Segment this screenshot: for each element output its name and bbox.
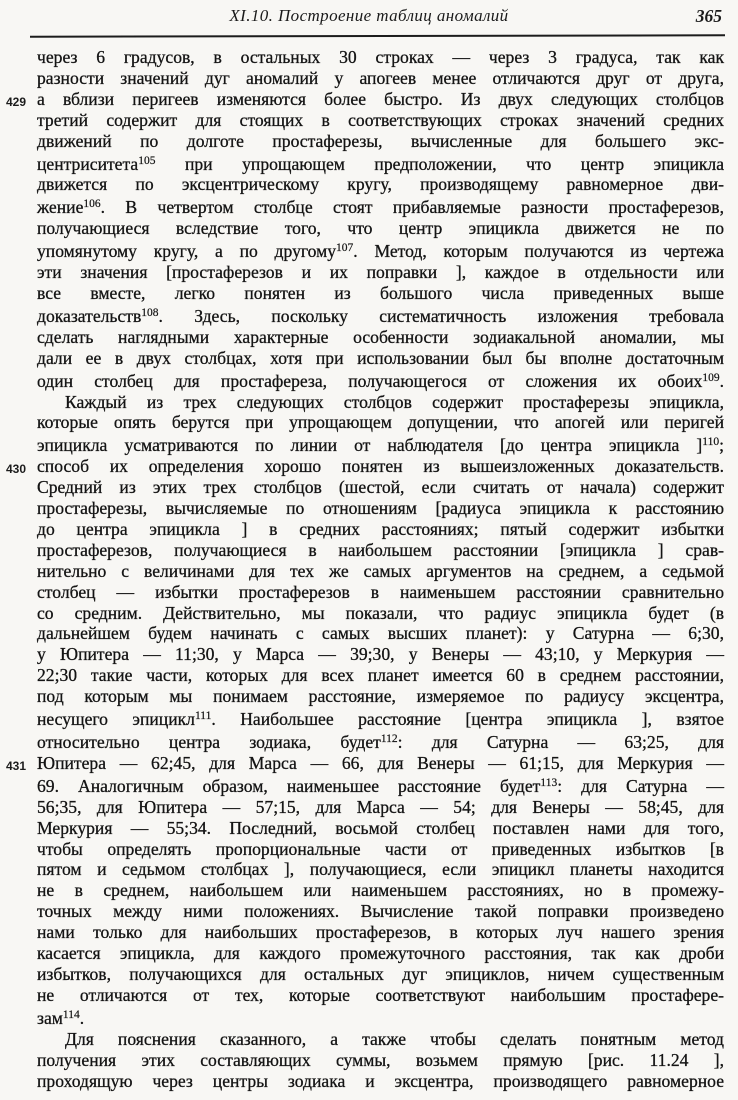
page-body <box>6 47 724 1091</box>
page-number: 365 <box>695 6 722 26</box>
footnote-ref: 114 <box>62 1008 80 1021</box>
text-line: под которым мы понимаем расстояние, измеряемое по радиусу эксцентра, <box>37 686 724 707</box>
margin-line-number: 429 <box>6 94 27 109</box>
header-rule <box>30 34 725 37</box>
text-line: относительно центра зодиака, будет$^{112}$: для Сатурна — 63;25, для <box>37 732 724 752</box>
text-line: а вблизи перигеев изменяются более быстро. Из двух следующих столбцов 429 <box>37 89 724 110</box>
text-line: разности значений дуг аномалий у апогеев менее отличаются друг от друга, <box>37 67 724 88</box>
running-header <box>0 6 738 32</box>
footnote-ref: 110 <box>702 436 720 449</box>
footnote-ref: 108 <box>141 306 159 319</box>
text-line: эпицикла усматриваются по линии от наблюдателя [до центра эпицикла ]$^{110}$; <box>37 435 724 456</box>
text-line: до центра эпицикла ] в средних расстояниях; пятый содержит избытки <box>37 518 724 539</box>
margin-line-number: 430 <box>6 462 27 477</box>
text-line: упомянутому кругу, а по другому$^{107}$. Метод, которым получаются из чертежа <box>37 241 724 262</box>
text-line: простаферезы, вычисляемые по отношениям [радиуса эпицикла к расстоянию <box>37 498 724 519</box>
text-line: пятом и седьмом столбцах ], получающиеся, если эпицикл планеты находится <box>37 859 724 880</box>
text-line: проходящую через центры зодиака и эксцентра, производящего равномерное <box>37 1070 724 1091</box>
running-header-title: XI.10. Построение таблиц аномалий <box>229 6 509 25</box>
footnote-ref: 111 <box>194 710 212 723</box>
text-line: несущего эпицикл$^{111}$. Наибольшее расстояние [центра эпицикла ], взятое <box>37 709 724 730</box>
text-line: зам$^{114}$. <box>37 1007 85 1028</box>
text-line: через 6 градусов, в остальных 30 строках — через 3 градуса, так как <box>37 47 724 67</box>
text-line: доказательств$^{108}$. Здесь, поскольку систематичность изложения требовала <box>37 305 724 326</box>
text-line: Для пояснения сказанного, а также чтобы сделать понятным метод <box>65 1028 724 1049</box>
text-line: эти значения [простаферезов и их поправки ], каждое в отдельности или <box>37 262 724 283</box>
text-line: движется по эксцентрическому кругу, производящему равномерное дви- <box>37 174 724 195</box>
text-line: жение$^{106}$. В четвертом столбце стоят прибавляемые разности простаферезов, <box>37 197 724 218</box>
text-line: которые опять берутся при упрощающем допущении, что апогей или перигей <box>37 412 724 433</box>
text-line: простаферезов, получающиеся в наибольшем расстоянии [эпицикла ] срав- <box>37 539 724 560</box>
text-line: со средним. Действительно, мы показали, что радиус эпицикла будет (в <box>37 602 724 623</box>
text-line: дальнейшем будем начинать с самых высших планет): у Сатурна — 6;30, <box>37 623 724 644</box>
text-line: Каждый из трех следующих столбцов содержит простаферезы эпицикла, <box>65 391 724 412</box>
text-line: один столбец для простафереза, получающегося от сложения их обоих$^{109}$. <box>37 370 724 391</box>
text-line: 22;30 такие части, которых для всех планет имеется 60 в среднем расстоянии, <box>37 665 724 686</box>
text-line: у Юпитера — 11;30, у Марса — 39;30, у Венеры — 43;10, у Меркурия — <box>37 644 724 665</box>
text-line: столбец — избытки простаферезов в наименьшем расстоянии сравнительно <box>37 581 724 602</box>
footnote-ref: 109 <box>702 371 720 384</box>
text-line: касается эпицикла, для каждого промежуточного расстояния, так как дроби <box>37 943 724 964</box>
text-line: все вместе, легко понятен из большого числа приведенных выше <box>37 282 724 303</box>
footnote-ref: 113 <box>540 776 558 789</box>
footnote-ref: 112 <box>380 733 398 745</box>
text-line: не в среднем, наибольшем или наименьшем расстояниях, но в промежу- <box>37 880 724 901</box>
text-line: центриситета$^{105}$ при упрощающем предположении, что центр эпицикла <box>37 153 724 174</box>
text-line: дали ее в двух столбцах, хотя при использовании был бы вполне достаточным <box>37 347 724 368</box>
text-line: нами только для наибольших простаферезов, в которых луч нашего зрения <box>37 922 724 943</box>
text-line: Средний из этих трех столбцов (шестой, если считать от начала) содержит <box>37 477 724 498</box>
text-line: 56;35, для Юпитера — 57;15, для Марса — 54; для Венеры — 58;45, для <box>37 796 724 817</box>
footnote-ref: 107 <box>336 242 354 255</box>
text-line: 69. Аналогичным образом, наименьшее расстояние будет$^{113}$: для Сатурна — <box>37 775 724 796</box>
text-line: нительно с величинами для тех же самых аргументов на среднем, а седьмой <box>37 560 724 581</box>
text-line: сделать наглядными характерные особенности зодиакальной аномалии, мы <box>37 326 724 347</box>
footnote-ref: 105 <box>138 154 156 167</box>
text-line: избытков, получающихся для остальных дуг эпициклов, ничем существенным <box>37 963 724 984</box>
text-line: чтобы определять пропорциональные части от приведенных избытков [в <box>37 838 724 859</box>
text-line: движений по долготе простаферезы, вычисленные для большего экс- <box>37 130 724 151</box>
text-line: третий содержит для стоящих в соответствующих строках значений средних <box>37 109 724 130</box>
text-line: Меркурия — 55;34. Последний, восьмой столбец поставлен нами для того, <box>37 817 724 838</box>
text-line: Юпитера — 62;45, для Марса — 66, для Венеры — 61;15, для Меркурия — 431 <box>37 753 724 774</box>
text-line: получающиеся вследствие того, что центр эпицикла движется не по <box>37 218 724 239</box>
text-line: точных между ними положениях. Вычисление такой поправки произведено <box>37 901 724 922</box>
margin-line-number: 431 <box>6 758 27 773</box>
text-line: не отличаются от тех, которые соответствуют наибольшим простафере- <box>37 984 724 1005</box>
text-line: способ их определения хорошо понятен из вышеизложенных доказательств. 430 <box>37 456 724 477</box>
footnote-ref: 106 <box>83 198 101 211</box>
text-line: получения этих составляющих суммы, возьмем прямую [рис. 11.24 ], <box>37 1049 724 1070</box>
